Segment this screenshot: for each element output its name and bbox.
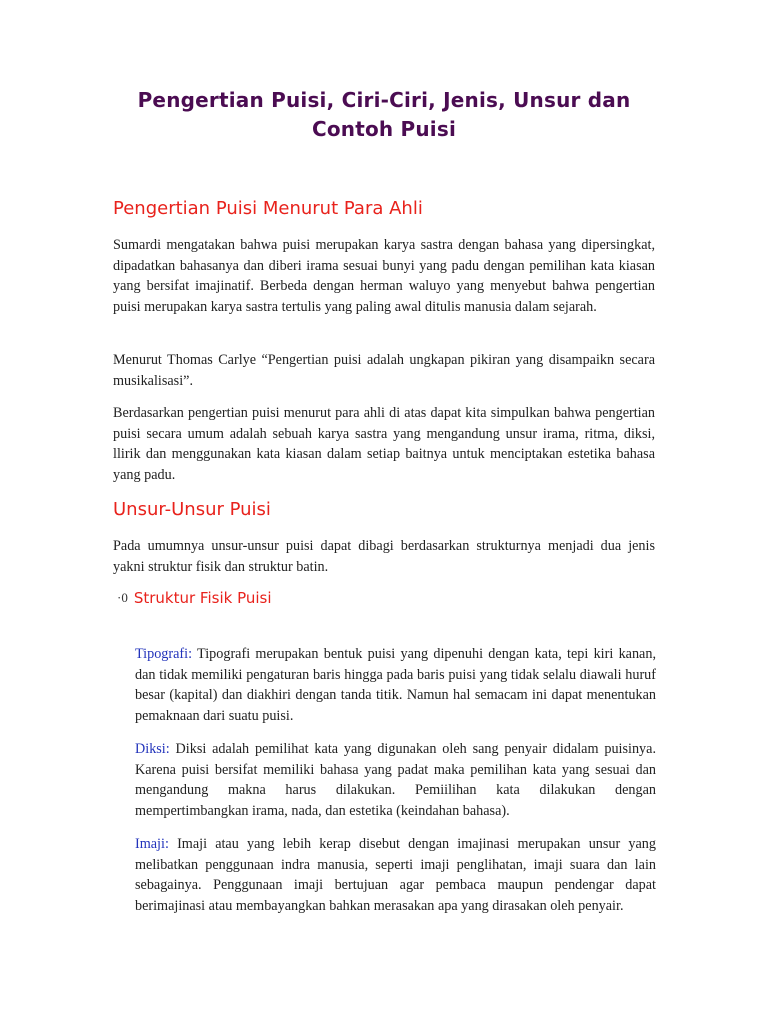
item-tipografi-text: Tipografi merupakan bentuk puisi yang dipenuhi dengan kata, tepi kiri kanan, dan tidak memiliki pengaturan baris hingga pada baris puisi yang tidak selalu diawali huruf besar (kapital) dan diakhiri dengan tanda titik. Namun hal semacam ini dapat menentukan pemaknaan dari suatu puisi. — [135, 646, 656, 724]
paragraph-unsur-intro: Pada umumnya unsur-unsur puisi dapat dibagi berdasarkan strukturnya menjadi dua jenis yakni struktur fisik dan struktur batin. — [113, 538, 655, 575]
term-tipografi: Tipografi: — [135, 646, 193, 662]
list-bullet: ·0 — [117, 590, 128, 605]
subsection-heading: Struktur Fisik Puisi — [133, 589, 272, 607]
term-diksi: Diksi: — [135, 741, 170, 757]
term-imaji: Imaji: — [135, 836, 169, 852]
item-imaji — [135, 834, 656, 916]
section-heading-pengertian: Pengertian Puisi Menurut Para Ahli — [113, 198, 423, 219]
paragraph-thomas-carlye: Menurut Thomas Carlye “Pengertian puisi adalah ungkapan pikiran yang disampaikn secara musikalisasi”. — [113, 352, 655, 389]
paragraph-kesimpulan: Berdasarkan pengertian puisi menurut para ahli di atas dapat kita simpulkan bahwa pengertian puisi secara umum adalah sebuah karya sastra yang mengandung unsur irama, ritma, diksi, llirik dan menggunakan kata kiasan dalam setiap baitnya untuk menciptakan estetika bahasa yang padu. — [113, 405, 655, 483]
item-diksi — [135, 739, 656, 821]
subsection-struktur-fisik — [117, 589, 272, 608]
item-imaji-text: Imaji atau yang lebih kerap disebut dengan imajinasi merupakan unsur yang melibatkan penggunaan indra manusia, seperti imaji penglihatan, imaji suara dan lain sebagainya. Penggunaan imaji bertujuan agar pembaca maupun pendengar dapat berimajinasi atau membayangkan bahkan merasakan apa yang dirasakan oleh penyair. — [135, 836, 656, 914]
document-title — [100, 86, 668, 144]
title-line-1: Pengertian Puisi, Ciri-Ciri, Jenis, Unsur dan — [137, 88, 631, 112]
paragraph-sumardi: Sumardi mengatakan bahwa puisi merupakan karya sastra dengan bahasa yang dipersingkat, dipadatkan bahasanya dan diberi irama sesuai bunyi yang padu dengan pemilihan kata kiasan yang bersifat imajinatif. Berbeda dengan herman waluyo yang menyebut bahwa pengertian puisi merupakan karya sastra tertulis yang paling awal ditulis manusia dalam sejarah. — [113, 237, 655, 315]
item-tipografi — [135, 644, 656, 726]
item-diksi-text: Diksi adalah pemilihat kata yang digunakan oleh sang penyair didalam puisinya. Karena puisi bersifat memiliki bahasa yang padat maka pemilihan kata yang sesuai dan mengandung makna harus dilakukan. Pemiilihan kata dilakukan dengan mempertimbangkan irama, nada, dan estetika (keindahan bahasa). — [135, 741, 656, 819]
section-heading-unsur: Unsur-Unsur Puisi — [113, 499, 271, 520]
title-line-2: Contoh Puisi — [311, 117, 457, 141]
